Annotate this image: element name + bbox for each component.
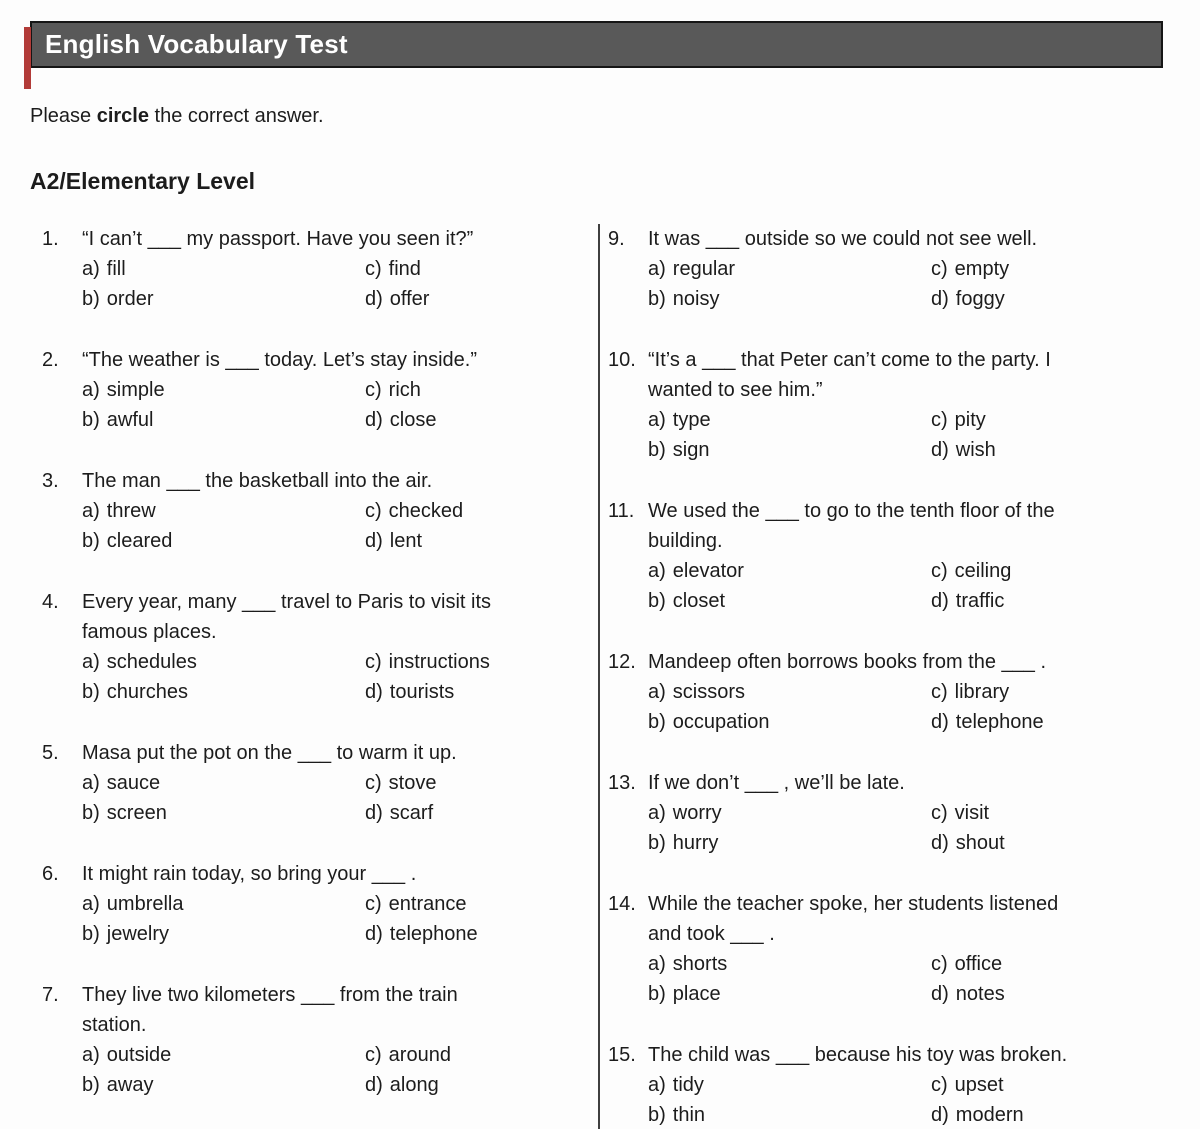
question-item (42, 859, 588, 949)
question-item (608, 647, 1184, 737)
option-label: d) (931, 590, 949, 612)
option[interactable] (365, 496, 588, 526)
option-label: a) (648, 409, 666, 431)
question-number: 11. (608, 500, 635, 522)
option-text: simple (106, 379, 165, 401)
option-text: order (106, 288, 154, 310)
option-text: traffic (955, 590, 1005, 612)
option-text: library (954, 681, 1010, 703)
option-label: d) (365, 288, 383, 310)
question-item (42, 980, 588, 1100)
option-text: worry (672, 802, 722, 824)
option-text: shout (955, 832, 1005, 854)
question-body (82, 587, 588, 707)
option[interactable] (82, 375, 365, 405)
option-label: b) (82, 923, 100, 945)
option[interactable] (365, 647, 588, 677)
option-text: wish (955, 439, 996, 461)
option[interactable] (648, 949, 931, 979)
option[interactable] (82, 284, 365, 314)
question-item (42, 345, 588, 435)
option-text: entrance (388, 893, 467, 915)
question-number: 13. (608, 772, 636, 794)
option-label: a) (82, 500, 100, 522)
option-text: jewelry (106, 923, 170, 945)
option-label: a) (82, 258, 100, 280)
option-text: type (672, 409, 711, 431)
option[interactable] (82, 526, 365, 556)
question-item (608, 345, 1184, 465)
option-text: telephone (955, 711, 1044, 733)
option[interactable] (82, 496, 365, 526)
question-body (648, 889, 1184, 1009)
option-label: d) (365, 530, 383, 552)
option-label: d) (365, 409, 383, 431)
page-title: English Vocabulary Test (45, 29, 348, 59)
option-label: c) (931, 258, 948, 280)
option-text: visit (954, 802, 990, 824)
option[interactable] (648, 979, 931, 1009)
option-text: telephone (389, 923, 478, 945)
option[interactable] (648, 586, 931, 616)
question-number: 2. (42, 349, 59, 371)
options-grid (82, 768, 588, 828)
option-text: upset (954, 1074, 1004, 1096)
option-text: sauce (106, 772, 161, 794)
option-text: screen (106, 802, 167, 824)
option[interactable] (931, 707, 1184, 737)
instruction-text (30, 104, 1200, 128)
option[interactable] (365, 284, 588, 314)
option[interactable] (931, 798, 1184, 828)
option-text: schedules (106, 651, 197, 673)
option[interactable] (365, 798, 588, 828)
options-grid (648, 254, 1184, 314)
options-grid (82, 375, 588, 435)
option-text: elevator (672, 560, 744, 582)
question-text: “The weather is ___ today. Let’s stay inside.” (82, 349, 478, 371)
option-text: noisy (672, 288, 720, 310)
option-text: find (388, 258, 421, 280)
options-grid (648, 405, 1184, 465)
question-text: Every year, many ___ travel to Paris to visit its (82, 591, 492, 613)
option[interactable] (365, 677, 588, 707)
option[interactable] (931, 435, 1184, 465)
option-label: a) (82, 379, 100, 401)
option[interactable] (365, 889, 588, 919)
option-text: checked (388, 500, 464, 522)
question-body (82, 224, 588, 314)
option[interactable] (365, 405, 588, 435)
question-text: “I can’t ___ my passport. Have you seen it?” (82, 228, 474, 250)
option-label: c) (931, 1074, 948, 1096)
option-text: outside (106, 1044, 172, 1066)
option-label: b) (82, 409, 100, 431)
option-label: d) (365, 681, 383, 703)
option[interactable] (931, 1070, 1184, 1100)
option-text: instructions (388, 651, 490, 673)
option[interactable] (931, 949, 1184, 979)
options-grid (82, 1040, 588, 1100)
questions-column-left (0, 224, 598, 1129)
question-number: 6. (42, 863, 59, 885)
option-text: lent (389, 530, 423, 552)
question-text: It was ___ outside so we could not see well. (648, 228, 1038, 250)
option-label: d) (931, 711, 949, 733)
option-text: awful (106, 409, 154, 431)
option-text: close (389, 409, 437, 431)
question-body (648, 647, 1184, 737)
option-label: c) (365, 379, 382, 401)
option[interactable] (648, 1100, 931, 1129)
question-text: It might rain today, so bring your ___ . (82, 863, 417, 885)
question-number: 9. (608, 228, 625, 250)
question-body (648, 496, 1184, 616)
option-label: b) (648, 590, 666, 612)
option-text: scarf (389, 802, 434, 824)
question-item (608, 1040, 1184, 1129)
option-text: shorts (672, 953, 728, 975)
option-label: c) (365, 500, 382, 522)
option-label: c) (931, 560, 948, 582)
option[interactable] (931, 254, 1184, 284)
option-label: c) (365, 772, 382, 794)
option-label: d) (931, 832, 949, 854)
option-label: c) (931, 409, 948, 431)
question-text: They live two kilometers ___ from the train (82, 984, 458, 1006)
option-text: tourists (389, 681, 455, 703)
option[interactable] (82, 677, 365, 707)
option-text: threw (106, 500, 156, 522)
option[interactable] (648, 677, 931, 707)
question-item (608, 768, 1184, 858)
question-text: building. (648, 530, 723, 552)
option[interactable] (365, 1040, 588, 1070)
option-label: b) (82, 530, 100, 552)
option-label: a) (82, 651, 100, 673)
option-label: c) (365, 258, 382, 280)
option-text: foggy (955, 288, 1005, 310)
option-text: umbrella (106, 893, 184, 915)
question-number: 12. (608, 651, 636, 673)
option[interactable] (82, 919, 365, 949)
option-text: offer (389, 288, 430, 310)
question-text: The man ___ the basketball into the air. (82, 470, 433, 492)
options-grid (82, 889, 588, 949)
section-title: A2/Elementary Level (30, 168, 256, 194)
option-text: empty (954, 258, 1010, 280)
options-grid (648, 949, 1184, 1009)
option[interactable] (931, 677, 1184, 707)
option[interactable] (648, 284, 931, 314)
questions-column-right (600, 224, 1200, 1129)
option-label: c) (365, 1044, 382, 1066)
question-item (42, 466, 588, 556)
option-text: regular (672, 258, 736, 280)
option-label: a) (648, 560, 666, 582)
option-label: c) (931, 953, 948, 975)
option-label: a) (82, 1044, 100, 1066)
option[interactable] (648, 798, 931, 828)
option-text: place (672, 983, 721, 1005)
option-text: sign (672, 439, 710, 461)
option[interactable] (82, 254, 365, 284)
option[interactable] (931, 828, 1184, 858)
instruction-suffix: the correct answer. (148, 105, 324, 127)
question-item (42, 224, 588, 314)
option[interactable] (82, 798, 365, 828)
question-number: 3. (42, 470, 59, 492)
option[interactable] (365, 1070, 588, 1100)
option-label: a) (648, 802, 666, 824)
options-grid (648, 677, 1184, 737)
option-text: occupation (672, 711, 770, 733)
option-text: stove (388, 772, 437, 794)
option[interactable] (648, 405, 931, 435)
option-label: c) (931, 681, 948, 703)
option-label: d) (931, 983, 949, 1005)
option-label: c) (365, 893, 382, 915)
options-grid (82, 254, 588, 314)
option[interactable] (931, 284, 1184, 314)
option[interactable] (82, 768, 365, 798)
option-label: d) (931, 439, 949, 461)
option-label: b) (82, 288, 100, 310)
option-label: d) (931, 288, 949, 310)
question-item (608, 889, 1184, 1009)
option-label: b) (648, 439, 666, 461)
option[interactable] (365, 375, 588, 405)
question-body (648, 768, 1184, 858)
option[interactable] (931, 1100, 1184, 1129)
option[interactable] (648, 707, 931, 737)
question-body (82, 980, 588, 1100)
question-item (42, 738, 588, 828)
options-grid (82, 496, 588, 556)
option[interactable] (82, 405, 365, 435)
option-text: cleared (106, 530, 173, 552)
question-text: While the teacher spoke, her students listened (648, 893, 1059, 915)
option-text: scissors (672, 681, 746, 703)
question-body (82, 859, 588, 949)
option[interactable] (648, 1070, 931, 1100)
option[interactable] (648, 556, 931, 586)
question-text: station. (82, 1014, 147, 1036)
option-label: a) (82, 893, 100, 915)
question-item (608, 496, 1184, 616)
option-label: c) (365, 651, 382, 673)
option[interactable] (648, 828, 931, 858)
question-text: Masa put the pot on the ___ to warm it up. (82, 742, 457, 764)
option[interactable] (648, 435, 931, 465)
option[interactable] (365, 254, 588, 284)
option-text: fill (106, 258, 126, 280)
option-text: away (106, 1074, 154, 1096)
question-number: 5. (42, 742, 59, 764)
question-body (648, 345, 1184, 465)
option-text: office (954, 953, 1003, 975)
instruction-prefix: Please (30, 105, 97, 127)
option[interactable] (365, 919, 588, 949)
question-body (82, 345, 588, 435)
question-number: 7. (42, 984, 59, 1006)
options-grid (82, 647, 588, 707)
option-text: notes (955, 983, 1005, 1005)
option[interactable] (365, 526, 588, 556)
option-label: b) (648, 288, 666, 310)
question-body (648, 224, 1184, 314)
option-label: b) (82, 681, 100, 703)
option-label: a) (82, 772, 100, 794)
question-body (82, 738, 588, 828)
option-label: b) (648, 983, 666, 1005)
question-text: Mandeep often borrows books from the ___ . (648, 651, 1047, 673)
red-accent-bar (24, 27, 31, 89)
option-label: b) (82, 1074, 100, 1096)
document (0, 21, 1200, 1129)
options-grid (648, 556, 1184, 616)
option-text: modern (955, 1104, 1024, 1126)
question-item (608, 224, 1184, 314)
option[interactable] (931, 556, 1184, 586)
option-label: d) (931, 1104, 949, 1126)
option[interactable] (365, 768, 588, 798)
option-text: hurry (672, 832, 719, 854)
option[interactable] (931, 979, 1184, 1009)
option-label: b) (648, 711, 666, 733)
title-bar (30, 21, 1163, 68)
question-number: 15. (608, 1044, 636, 1066)
option-text: around (388, 1044, 451, 1066)
question-number: 10. (608, 349, 636, 371)
instruction-emphasis: circle (96, 105, 149, 127)
question-number: 14. (608, 893, 636, 915)
option[interactable] (82, 1070, 365, 1100)
option-text: tidy (672, 1074, 704, 1096)
questions (0, 224, 1200, 1129)
question-text: “It’s a ___ that Peter can’t come to the party. I (648, 349, 1051, 371)
option[interactable] (931, 586, 1184, 616)
question-body (648, 1040, 1184, 1129)
question-item (42, 587, 588, 707)
option-label: b) (648, 832, 666, 854)
option-text: closet (672, 590, 726, 612)
question-text: and took ___ . (648, 923, 775, 945)
option-text: rich (388, 379, 421, 401)
option-label: b) (648, 1104, 666, 1126)
options-grid (648, 798, 1184, 858)
option-label: a) (648, 681, 666, 703)
options-grid (648, 1070, 1184, 1129)
question-text: If we don’t ___ , we’ll be late. (648, 772, 905, 794)
question-number: 4. (42, 591, 59, 613)
option-text: ceiling (954, 560, 1012, 582)
option-label: d) (365, 802, 383, 824)
option-label: d) (365, 1074, 383, 1096)
question-number: 1. (42, 228, 59, 250)
option[interactable] (82, 889, 365, 919)
option-text: pity (954, 409, 986, 431)
option-text: thin (672, 1104, 706, 1126)
option-label: b) (82, 802, 100, 824)
question-text: wanted to see him.” (648, 379, 823, 401)
question-body (82, 466, 588, 556)
option-text: along (389, 1074, 439, 1096)
question-text: The child was ___ because his toy was broken. (648, 1044, 1068, 1066)
option-label: a) (648, 258, 666, 280)
option-label: d) (365, 923, 383, 945)
option[interactable] (931, 405, 1184, 435)
option-label: c) (931, 802, 948, 824)
option-text: churches (106, 681, 188, 703)
option[interactable] (648, 254, 931, 284)
option-label: a) (648, 1074, 666, 1096)
question-text: We used the ___ to go to the tenth floor of the (648, 500, 1055, 522)
option[interactable] (82, 1040, 365, 1070)
option[interactable] (82, 647, 365, 677)
option-label: a) (648, 953, 666, 975)
question-text: famous places. (82, 621, 217, 643)
